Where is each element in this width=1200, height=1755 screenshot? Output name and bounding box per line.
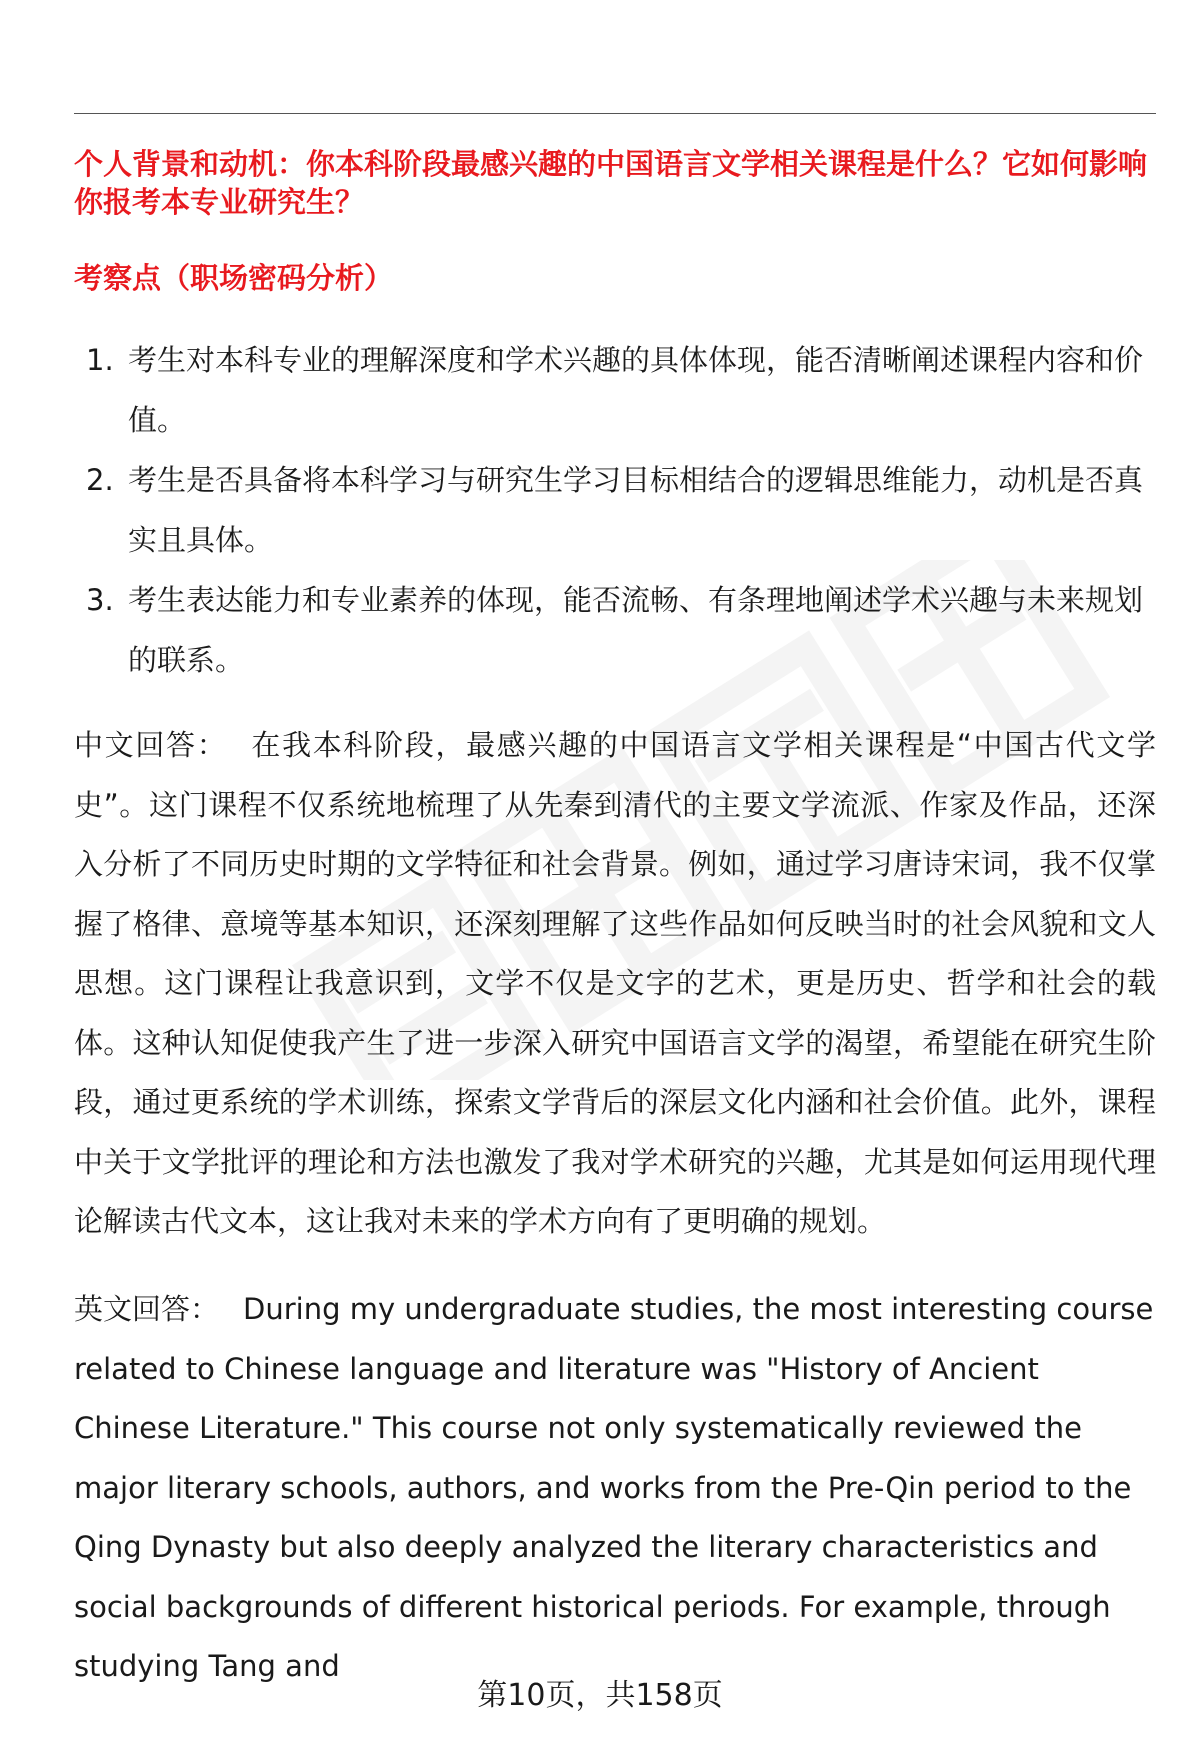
focus-point-text: 考生是否具备将本科学习与研究生学习目标相结合的逻辑思维能力，动机是否真实且具体。 xyxy=(128,463,1144,557)
focus-point-number: 3. xyxy=(86,583,114,617)
focus-point xyxy=(74,570,1156,690)
focus-point-number: 1. xyxy=(86,343,114,377)
focus-heading: 考察点（职场密码分析） xyxy=(74,261,394,295)
focus-point-number: 2. xyxy=(86,463,114,497)
focus-point-text: 考生对本科专业的理解深度和学术兴趣的具体体现，能否清晰阐述课程内容和价值。 xyxy=(128,343,1144,437)
english-answer-text: During my undergraduate studies, the most interesting course related to Chinese language and literature was "History of Ancient Chinese Literature." This course not only systematically reviewed the major literary schools, authors, and works from the Pre-Qin period to the Qing Dynasty but also deeply analyzed the literary characteristics and social backgrounds of different historical periods. For example, through studying Tang and xyxy=(74,1292,1154,1683)
page-number: 第10页，共158页 xyxy=(477,1678,723,1713)
top-rule xyxy=(74,113,1156,114)
english-answer xyxy=(74,1280,1156,1697)
focus-point-text: 考生表达能力和专业素养的体现，能否流畅、有条理地阐述学术兴趣与未来规划的联系。 xyxy=(128,583,1144,677)
english-answer-label: 英文回答： xyxy=(74,1292,220,1326)
chinese-answer xyxy=(74,716,1156,1252)
question-heading: 个人背景和动机：你本科阶段最感兴趣的中国语言文学相关课程是什么？它如何影响你报考本专业研究生？ xyxy=(74,147,1148,219)
focus-point xyxy=(74,330,1156,450)
focus-point xyxy=(74,450,1156,570)
focus-points-list xyxy=(74,330,1156,690)
chinese-answer-label: 中文回答： xyxy=(74,728,228,762)
chinese-answer-text: 在我本科阶段，最感兴趣的中国语言文学相关课程是“中国古代文学史”。这门课程不仅系统地梳理了从先秦到清代的主要文学流派、作家及作品，还深入分析了不同历史时期的文学特征和社会背景。例如，通过学习唐诗宋词，我不仅掌握了格律、意境等基本知识，还深刻理解了这些作品如何反映当时的社会风貌和文人思想。这门课程让我意识到，文学不仅是文字的艺术，更是历史、哲学和社会的载体。这种认知促使我产生了进一步深入研究中国语言文学的渴望，希望能在研究生阶段，通过更系统的学术训练，探索文学背后的深层文化内涵和社会价值。此外，课程中关于文学批评的理论和方法也激发了我对学术研究的兴趣，尤其是如何运用现代理论解读古代文本，这让我对未来的学术方向有了更明确的规划。 xyxy=(74,728,1156,1238)
